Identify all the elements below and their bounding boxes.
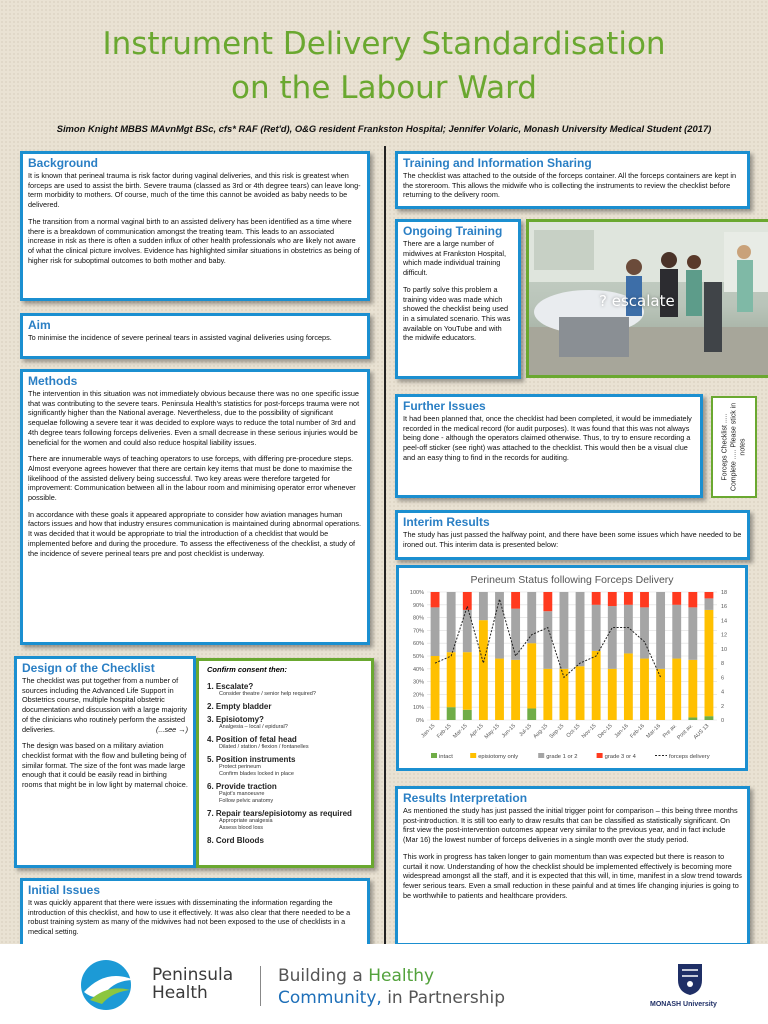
aim-paragraph: To minimise the incidence of severe perineal tears in assisted vaginal deliveries using forceps.	[28, 333, 332, 342]
bar-segment	[624, 592, 633, 605]
checklist-item-detail: Consider theatre / senior help required?	[219, 691, 316, 697]
checklist-item-title: 7. Repair tears/episiotomy as required	[207, 809, 352, 818]
legend-swatch	[597, 753, 603, 758]
training-heading: Training and Information Sharing	[403, 156, 592, 170]
bar-segment	[640, 659, 649, 720]
x-tick-label: Oct-15	[565, 723, 582, 740]
y-tick-label: 100%	[409, 590, 424, 596]
checklist-item	[207, 702, 365, 711]
monash-crest-icon	[676, 962, 704, 996]
legend-swatch	[470, 753, 476, 758]
checklist-item-detail: Pajot's manoeuvre	[219, 791, 265, 797]
y-tick-label: 20%	[412, 692, 424, 699]
x-tick-label: Jun-15	[500, 723, 518, 740]
bar-segment	[592, 592, 601, 605]
checklist-item-title: 3. Episiotomy?	[207, 715, 264, 724]
methods-paragraph-2: There are innumerable ways of teaching operators to use forceps, with differing pre-procedure steps. Almost everyone agrees however that there are certain key items that must be done to maximise the likelihood of the assisted delivery being successful. Two key areas were therefore targeted for improvement: Communication between all in the labour room and minimising operator error whenever possible.	[28, 454, 356, 503]
design-section	[14, 656, 196, 868]
bar-segment	[511, 660, 520, 720]
legend-swatch	[538, 753, 544, 758]
checklist-item-detail: Protect perineum	[219, 764, 261, 770]
org-line-2: Health	[152, 983, 208, 1003]
peninsula-health-logo-icon	[76, 958, 146, 1012]
legend-label: grade 1 or 2	[546, 754, 578, 760]
checklist-item-title: 4. Position of fetal head	[207, 735, 297, 744]
background-paragraph-1: It is known that perineal trauma is risk factor during vaginal deliveries, and this risk is greatest when forceps are used to assist the birth. Severe trauma (classed as 3rd or 4th degree tears) can leave long-term morbidity to mothers. Of course, much of the time this cannot be avoided as baby needs to be delivered.	[28, 171, 361, 210]
photo-overlay-text: ? escalate	[599, 292, 675, 310]
bar-segment	[592, 605, 601, 651]
legend-label: episiotomy only	[478, 754, 519, 760]
bar-segment	[672, 605, 681, 659]
x-tick-label: Feb-15	[436, 723, 453, 740]
bar-segment	[447, 652, 456, 707]
bar-segment	[560, 592, 569, 669]
bar-segment	[543, 611, 552, 669]
bar-segment	[640, 592, 649, 607]
bar-segment	[624, 605, 633, 654]
methods-paragraph-3: In accordance with these goals it appeared appropriate to consider how aviation manages human factors issues and how that industry ensures communication is maintained during abnormal operations. It was decided that it would be appropriate to trial the introduction of a checklist that would be implemented before and during the procedure. To assess the effectiveness of the checklist, a study of the incidence of severe perineal tears pre and post checklist is underway.	[28, 509, 361, 558]
ongoing-training-paragraph-2: To partly solve this problem a training video was made which showed the checklist being used in a simulated scenario. This was available on YouTube and with the midwife educators.	[403, 284, 511, 343]
interim-results-section	[395, 510, 750, 560]
initial-issues-paragraph: It was quickly apparent that there were issues with disseminating the information regarding the introduction of this checklist, and how to use it effectively. It was also clear that there needed to be a robust training system as many of the midwives had not been exposed to the use of checklists in a medical setting.	[28, 898, 351, 937]
training-paragraph: The checklist was attached to the outside of the forceps container. All the forceps containers are kept in the storeroom. This allows the midwife who is collecting the instruments to review the checklist before returning to the delivery room.	[403, 171, 737, 200]
methods-paragraph-1: The intervention in this situation was not immediately obvious because there was no one specific issue that was contributing to the severe tears. Peninsula Health's statistics for post-forceps trauma were not significantly higher than the National average. Nevertheless, due to the possibility of significant sequelae following a severe tear it was decided to explore ways to reduce the total number of 3rd and 4th degree tears following forceps deliveries. Even a small decrease in these serious injuries would be beneficial for the women and could also reduce hospital liability issues.	[28, 389, 360, 447]
further-issues-paragraph: It had been planned that, once the checklist had been completed, it would be immediately recorded in the medical record (for audit purposes). It was found that this was not always being done - although the operators claimed otherwise. Thus, to try to ensure recording a peel-off sticker (see right) was attached to the checklist. This would then be a visual clue and an easy thing to find in the records for auditing.	[403, 414, 692, 462]
monash-university-name: MONASH University	[650, 1001, 717, 1008]
sticker-text: Forceps Checklist ..... Complete ..... Please stick in notes	[721, 402, 747, 492]
y-tick-label: 30%	[412, 679, 424, 686]
checklist-item-detail: Confirm blades locked in place	[219, 771, 294, 777]
peninsula-health-name	[152, 966, 233, 1002]
bar-segment	[463, 610, 472, 652]
column-divider	[384, 146, 386, 1008]
background-paragraph-2: The transition from a normal vaginal birth to an assisted delivery has been identified as a time where there is a breakdown of communication amongst the treating team. This leads to an associated increase in risk as there is often a sudden influx of other health professionals who are likely not aware of what the clinical picture involves. Evidence has highlighted similar situations in obstetrics as being of higher risk for suboptimal outcomes to both mother and baby.	[28, 216, 360, 265]
x-tick-label: Nov-15	[580, 723, 598, 740]
checklist-item-detail: Assess blood loss	[219, 825, 264, 831]
further-issues-section	[395, 394, 703, 498]
bar-segment	[447, 592, 456, 652]
x-tick-label: Mar-16	[645, 723, 663, 740]
aim-heading: Aim	[28, 318, 51, 332]
bar-segment	[705, 592, 714, 598]
methods-section	[20, 369, 370, 645]
bar-segment	[479, 620, 488, 720]
legend-label: intact	[439, 754, 453, 760]
bar-segment	[543, 669, 552, 720]
checklist-item	[207, 809, 365, 832]
title-line-1: Instrument Delivery Standardisation	[102, 26, 666, 62]
bar-segment	[543, 592, 552, 611]
x-tick-label: Sep-15	[548, 723, 566, 740]
y2-tick-label: 16	[721, 604, 728, 611]
see-arrow: (...see →)	[155, 724, 188, 734]
results-heading: Results Interpretation	[403, 791, 528, 805]
checklist-item-title: 6. Provide traction	[207, 782, 277, 791]
interim-results-heading: Interim Results	[403, 515, 490, 529]
methods-heading: Methods	[28, 374, 78, 388]
bar-segment	[576, 666, 585, 720]
checklist-item-title: 8. Cord Bloods	[207, 836, 264, 845]
bar-segment	[624, 653, 633, 720]
y-tick-label: 40%	[412, 666, 424, 673]
aim-section	[20, 313, 370, 359]
y2-tick-label: 6	[721, 675, 725, 682]
x-tick-label: Jul-15	[518, 723, 534, 739]
checklist-item-detail: Analgesia – local / epidural?	[219, 724, 288, 730]
bar-segment	[640, 607, 649, 658]
training-section	[395, 151, 750, 209]
bar-segment	[592, 651, 601, 720]
bar-segment	[463, 652, 472, 710]
x-tick-label: Pre av.	[661, 723, 679, 740]
checklist-item	[207, 715, 365, 731]
results-interpretation-section	[395, 786, 750, 946]
initial-issues-heading: Initial Issues	[28, 883, 101, 897]
bar-segment	[479, 592, 488, 620]
bar-segment	[672, 592, 681, 605]
x-tick-label: Dec-15	[596, 723, 614, 740]
checklist-item-title: 1. Escalate?	[207, 682, 254, 691]
x-tick-label: Jan-16	[613, 723, 630, 740]
perineum-chart	[396, 565, 748, 771]
results-paragraph-1: As mentioned the study has just passed the initial trigger point for comparison – this being three months post-introduction. It is still too early to draw results that can be classified as statistically significant. On first view the post-intervention outcomes appear very similar to the previous year, and in fact include (Mar 16) the lowest number of forceps deliveries in a single month over the study period.	[403, 806, 738, 845]
y-tick-label: 50%	[412, 654, 424, 660]
y-tick-label: 0%	[416, 718, 424, 724]
initial-issues-section	[20, 878, 370, 948]
bar-segment	[447, 707, 456, 720]
org-line-1: Peninsula	[152, 965, 234, 985]
checklist-item-title: 2. Empty bladder	[207, 702, 272, 711]
y2-tick-label: 10	[721, 646, 728, 653]
checklist-item-detail: Follow pelvic anatomy	[219, 798, 274, 804]
bar-segment	[495, 592, 504, 659]
peel-off-sticker	[711, 396, 757, 498]
bar-segment	[527, 592, 536, 643]
bar-segment	[608, 592, 617, 606]
x-tick-label: Post av.	[676, 723, 695, 742]
design-heading: Design of the Checklist	[22, 661, 155, 675]
bar-segment	[608, 669, 617, 720]
bar-segment	[527, 708, 536, 720]
poster-title	[0, 22, 768, 110]
checklist-item-detail: Dilated / station / flexion / fontanelles	[219, 744, 309, 750]
y2-tick-label: 4	[721, 689, 725, 696]
checklist-item-detail: Appropriate analgesia	[219, 818, 273, 824]
bar-segment	[511, 592, 520, 609]
bar-segment	[431, 607, 440, 656]
tagline-line-2: Community, in Partnership	[278, 988, 506, 1008]
x-tick-label: Aug-15	[532, 723, 550, 740]
bar-segment	[463, 710, 472, 720]
bar-segment	[705, 598, 714, 610]
ongoing-training-paragraph-1: There are a large number of midwives at Frankston Hospital, which made individual training difficult.	[403, 239, 507, 278]
bar-segment	[608, 606, 617, 669]
design-paragraph-1: The checklist was put together from a number of sources including the Advanced Life Support in Obstetrics course, multiple hospital obstetric documentation and discussion with a large majority of the clinicians who routinely perform the assisted deliveries. (...see →)	[22, 676, 188, 734]
x-tick-label: AUS 13	[692, 723, 711, 741]
ongoing-training-heading: Ongoing Training	[403, 224, 503, 238]
bar-segment	[688, 660, 697, 718]
checklist-item	[207, 682, 365, 698]
checklist-item-title: 5. Position instruments	[207, 755, 296, 764]
bar-segment	[705, 716, 714, 720]
checklist-card	[196, 658, 374, 868]
footer-separator	[260, 966, 261, 1006]
results-paragraph-2: This work in progress has taken longer to gain momentum than was expected but there is reason to curtail it now. Understanding of how the checklist should be implemented effectively is becoming more widespread amongst all the staff, and it is expected that this will, in time, manifest in a slow trend towards fewer serious tears. Even a small reduction in these painful and at times life changing injuries is going to be worthwhile to patients and healthcare providers.	[403, 851, 742, 900]
bar-segment	[672, 659, 681, 720]
legend-swatch	[431, 753, 437, 758]
bar-segment	[688, 717, 697, 720]
x-tick-label: Apr-15	[468, 723, 485, 740]
title-line-2: on the Labour Ward	[231, 70, 537, 106]
training-photo	[526, 219, 768, 378]
checklist-header: Confirm consent then:	[207, 665, 287, 674]
y-tick-label: 90%	[412, 602, 424, 609]
interim-results-paragraph: The study has just passed the halfway point, and there have been some issues which have needed to be ironed out. This interim data is presented below:	[403, 530, 742, 549]
authors: Simon Knight MBBS MAvnMgt BSc, cfs* RAF (Ret'd), O&G resident Frankston Hospital; Jennifer Volaric, Monash University Medical Student (2017)	[56, 123, 712, 134]
x-tick-label: Jan-15	[420, 723, 437, 740]
y2-tick-label: 2	[721, 703, 725, 710]
checklist-item	[207, 782, 365, 805]
y-tick-label: 10%	[412, 705, 424, 712]
checklist-item	[207, 735, 365, 751]
chart-svg	[399, 568, 745, 768]
tagline-line-1: Building a Healthy	[278, 966, 435, 986]
design-paragraph-2: The design was based on a military aviation checklist format with the flow and bulleting being of similar format. The size of the font was made large enough that it could be easily read in birthing rooms that might be in low light by maternal choice.	[22, 741, 188, 790]
x-tick-label: Mar-15	[452, 723, 469, 740]
y-tick-label: 80%	[412, 615, 424, 622]
background-heading: Background	[28, 156, 99, 170]
checklist-item	[207, 836, 365, 845]
chart-title: Perineum Status following Forceps Delivery	[470, 574, 674, 586]
background-section	[20, 151, 370, 301]
checklist-item	[207, 755, 365, 778]
y-tick-label: 70%	[412, 628, 424, 635]
y-tick-label: 60%	[412, 641, 424, 648]
bar-segment	[688, 592, 697, 607]
y2-tick-label: 0	[721, 718, 725, 724]
checklist-items	[205, 682, 365, 845]
y2-tick-label: 8	[721, 661, 725, 668]
y2-tick-label: 18	[721, 590, 728, 596]
bar-segment	[431, 656, 440, 720]
y2-tick-label: 12	[721, 632, 728, 639]
bar-segment	[688, 607, 697, 659]
x-tick-label: Feb-16	[629, 723, 646, 740]
y2-tick-label: 14	[721, 618, 728, 625]
bar-segment	[656, 592, 665, 669]
bar-segment	[495, 659, 504, 720]
legend-label: forceps delivery	[669, 754, 710, 760]
bar-segment	[576, 592, 585, 666]
x-tick-label: May-15	[483, 723, 501, 741]
further-issues-heading: Further Issues	[403, 399, 486, 413]
legend-label: grade 3 or 4	[604, 754, 636, 760]
bar-segment	[705, 610, 714, 716]
ongoing-training-section	[395, 219, 521, 379]
bar-segment	[527, 643, 536, 708]
bar-segment	[431, 592, 440, 607]
